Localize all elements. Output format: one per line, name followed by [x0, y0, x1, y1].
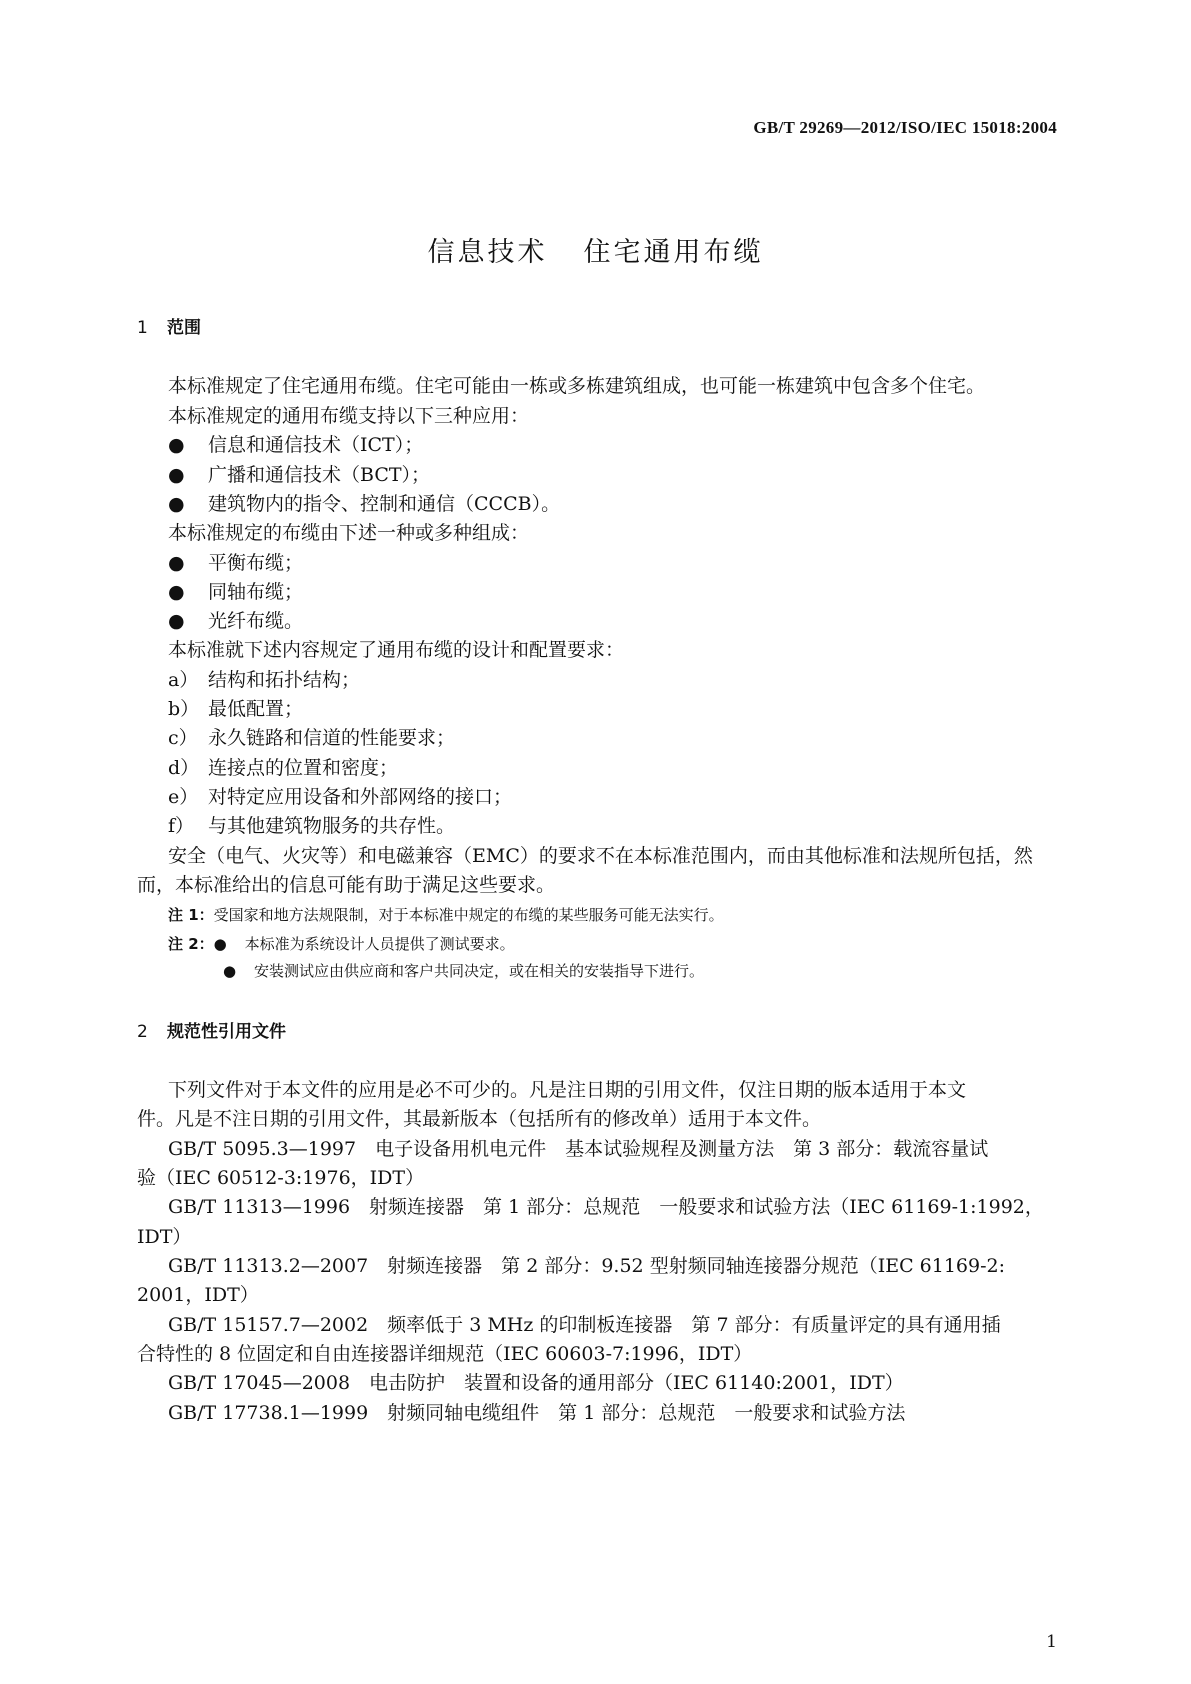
references-intro-line-2: 件。凡是不注日期的引用文件，其最新版本（包括所有的修改单）适用于本文件。 [137, 1108, 822, 1130]
section-number: 2 [137, 1022, 148, 1042]
bullet-icon: ● [213, 935, 227, 953]
list-item: ● 建筑物内的指令、控制和通信（CCCB）。 [168, 493, 561, 515]
reference-item: GB/T 17045—2008 电击防护 装置和设备的通用部分（IEC 61140:2001，IDT） [168, 1372, 904, 1394]
note-label: 注 2： [168, 935, 214, 953]
title-part-1: 信息技术 [427, 237, 548, 268]
reference-item: GB/T 17738.1—1999 射频同轴电缆组件 第 1 部分：总规范 一般要求和试验方法 [168, 1402, 906, 1424]
cabling-types-intro: 本标准规定的布缆由下述一种或多种组成： [168, 522, 530, 544]
list-item: f） 与其他建筑物服务的共存性。 [168, 815, 456, 837]
reference-item: GB/T 15157.7—2002 频率低于 3 MHz 的印制板连接器 第 7 部分：有质量评定的具有通用插 [168, 1314, 1001, 1336]
list-item: ● 信息和通信技术（ICT）； [168, 434, 424, 456]
bullet-icon: ● [168, 610, 185, 632]
section-1-heading [137, 313, 201, 338]
list-item: c） 永久链路和信道的性能要求； [168, 727, 456, 749]
applications-intro: 本标准规定的通用布缆支持以下三种应用： [168, 405, 530, 427]
list-item: e） 对特定应用设备和外部网络的接口； [168, 786, 513, 808]
reference-item-continuation: 2001，IDT） [137, 1284, 259, 1306]
note-1: 注 1：受国家和地方法规限制，对于本标准中规定的布缆的某些服务可能无法实行。 [168, 906, 724, 924]
section-number: 1 [137, 318, 148, 338]
reference-item: GB/T 11313.2—2007 射频连接器 第 2 部分：9.52 型射频同轴连接器分规范（IEC 61169-2: [168, 1255, 1005, 1277]
bullet-icon: ● [168, 552, 185, 574]
list-item: ● 广播和通信技术（BCT）； [168, 464, 431, 486]
references-intro-line-1: 下列文件对于本文件的应用是必不可少的。凡是注日期的引用文件，仅注日期的版本适用于本文 [168, 1079, 967, 1101]
title-part-2: 住宅通用布缆 [583, 237, 764, 268]
list-item: b） 最低配置； [168, 698, 304, 720]
list-item: ● 光纤布缆。 [168, 610, 304, 632]
safety-paragraph-line-1: 安全（电气、火灾等）和电磁兼容（EMC）的要求不在本标准范围内，而由其他标准和法规所包括，然 [168, 845, 1033, 867]
reference-item-continuation: 合特性的 8 位固定和自由连接器详细规范（IEC 60603-7:1996，IDT） [137, 1343, 753, 1365]
list-item: ● 平衡布缆； [168, 552, 304, 574]
safety-paragraph-line-2: 而，本标准给出的信息可能有助于满足这些要求。 [137, 874, 556, 896]
reference-item: GB/T 5095.3—1997 电子设备用机电元件 基本试验规程及测量方法 第 3 部分：载流容量试 [168, 1138, 989, 1160]
requirements-intro: 本标准就下述内容规定了通用布缆的设计和配置要求： [168, 639, 625, 661]
note-2: 注 2：● 本标准为系统设计人员提供了测试要求。 [168, 935, 515, 953]
note-2-item: ● 安装测试应由供应商和客户共同决定，或在相关的安装指导下进行。 [223, 962, 705, 980]
bullet-icon: ● [223, 962, 237, 980]
bullet-icon: ● [168, 581, 185, 603]
reference-item: GB/T 11313—1996 射频连接器 第 1 部分：总规范 一般要求和试验方法（IEC 61169-1:1992， [168, 1196, 1044, 1218]
note-label: 注 1： [168, 906, 214, 924]
bullet-icon: ● [168, 493, 185, 515]
page-number: 1 [1046, 1632, 1057, 1652]
reference-item-continuation: 验（IEC 60512-3:1976，IDT） [137, 1167, 425, 1189]
section-title: 规范性引用文件 [167, 1022, 286, 1042]
section-2-heading [137, 1017, 286, 1042]
reference-item-continuation: IDT） [137, 1226, 192, 1248]
list-item: d） 连接点的位置和密度； [168, 757, 399, 779]
bullet-icon: ● [168, 434, 185, 456]
scope-intro: 本标准规定了住宅通用布缆。住宅可能由一栋或多栋建筑组成，也可能一栋建筑中包含多个住宅。 [168, 375, 986, 397]
list-item: a） 结构和拓扑结构； [168, 669, 361, 691]
document-title [0, 230, 1191, 269]
standard-code-header: GB/T 29269—2012/ISO/IEC 15018:2004 [753, 118, 1057, 137]
bullet-icon: ● [168, 464, 185, 486]
list-item: ● 同轴布缆； [168, 581, 304, 603]
section-title: 范围 [167, 318, 201, 338]
